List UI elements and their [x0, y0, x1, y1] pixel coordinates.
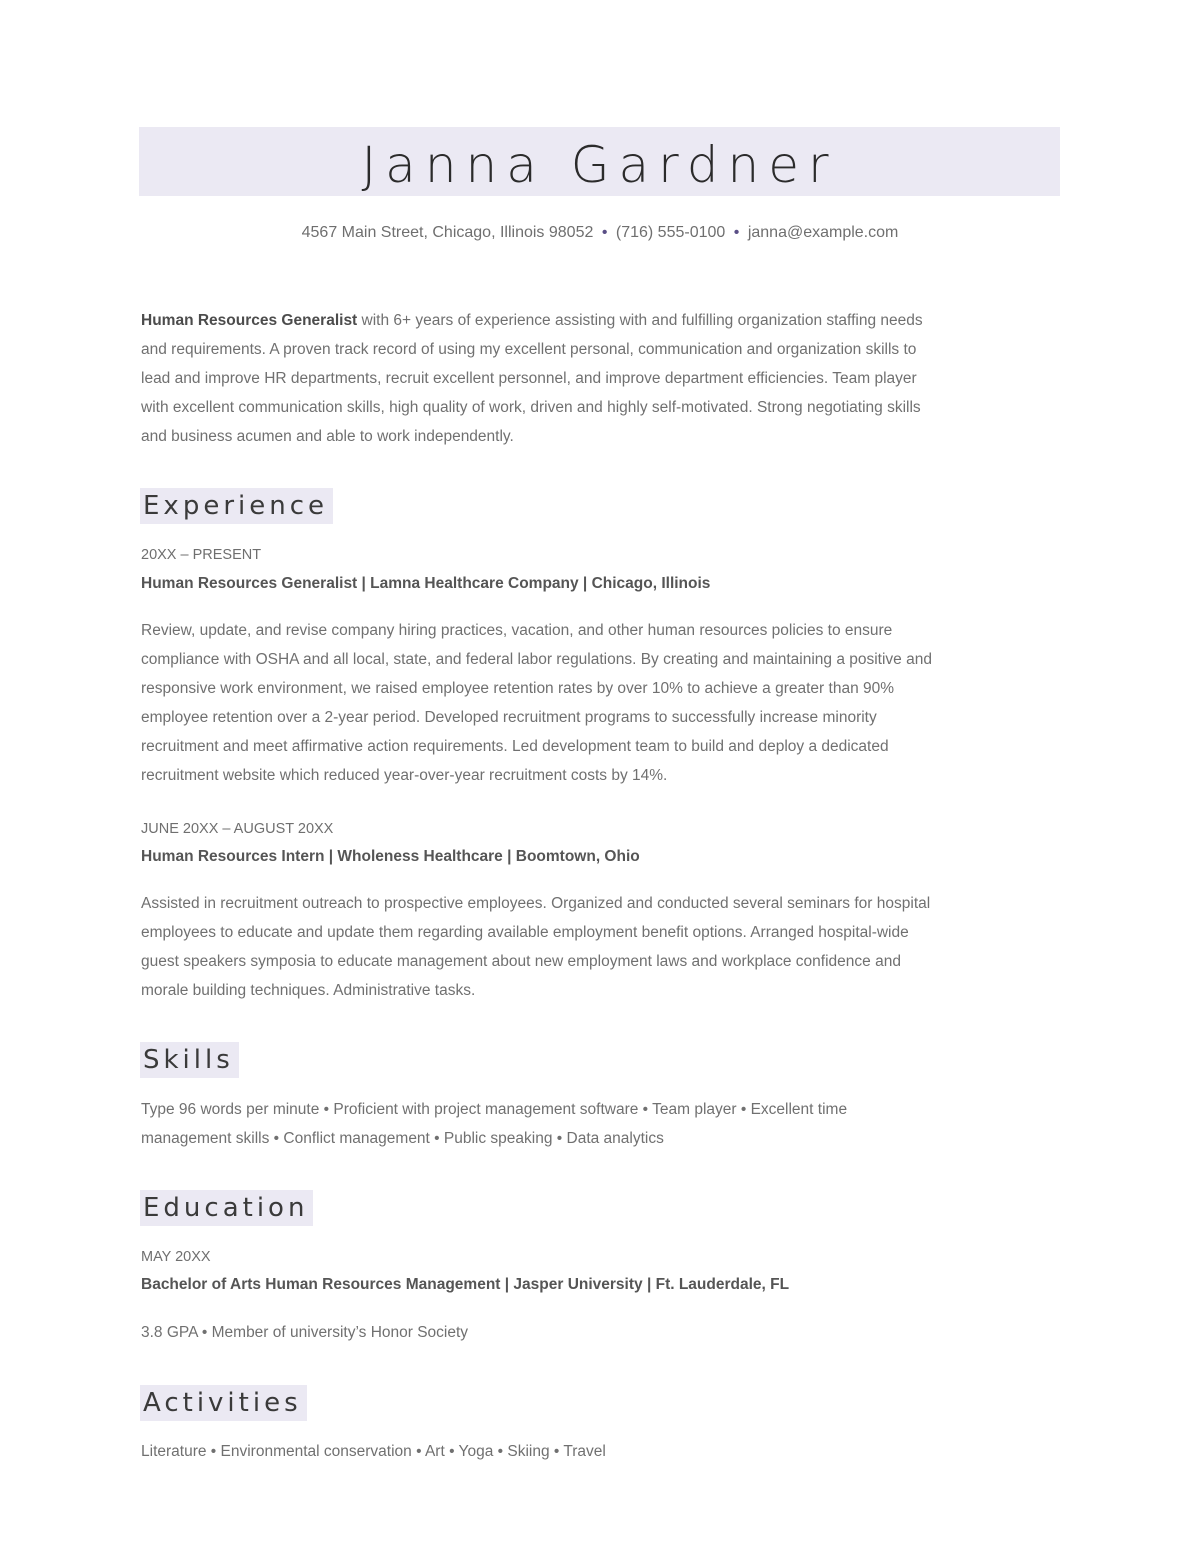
job-description-line: Assisted in recruitment outreach to prospective employees. Organized and conducted several seminars for hospital [141, 895, 931, 912]
candidate-name: Janna Gardner [361, 135, 838, 194]
job-description-line: employees to educate and update them regarding available employment benefit options. Arranged hospital-wide [141, 924, 909, 941]
summary-text: with 6+ years of experience assisting with and fulfilling organization staffing needs [357, 312, 923, 329]
summary-line [141, 306, 1061, 335]
job-description-line: recruitment website which reduced year-over-year recruitment costs by 14%. [141, 767, 668, 784]
job-title-line: Human Resources Generalist | Lamna Healthcare Company | Chicago, Illinois [141, 575, 711, 592]
education-date: MAY 20XX [141, 1249, 211, 1265]
skills-line: Type 96 words per minute • Proficient with project management software • Team player • Excellent time [141, 1101, 848, 1118]
job-description-line: compliance with OSHA and all local, state, and federal labor regulations. By creating and maintaining a positive and [141, 651, 932, 668]
section-heading-education: Education [140, 1190, 313, 1226]
contact-address: 4567 Main Street, Chicago, Illinois 98052 [301, 224, 594, 241]
job-description [141, 889, 1061, 1005]
summary-line: and business acumen and able to work independently. [141, 428, 514, 445]
job-description-line: responsive work environment, we raised employee retention rates by over 10% to achieve a greater than 90% [141, 680, 895, 697]
summary-line: with excellent communication skills, high quality of work, driven and highly self-motivated. Strong negotiating skills [141, 399, 921, 416]
summary-line: lead and improve HR departments, recruit excellent personnel, and improve department efficiencies. Team player [141, 370, 917, 387]
degree-line: Bachelor of Arts Human Resources Management | Jasper University | Ft. Lauderdale, FL [141, 1276, 790, 1293]
bullet-separator: • [733, 224, 740, 241]
skills-line: management skills • Conflict management • Public speaking • Data analytics [141, 1130, 664, 1147]
name-banner [139, 127, 1060, 196]
activities-list: Literature • Environmental conservation • Art • Yoga • Skiing • Travel [141, 1443, 606, 1460]
job-dates: JUNE 20XX – AUGUST 20XX [141, 821, 334, 837]
job-title-line: Human Resources Intern | Wholeness Healthcare | Boomtown, Ohio [141, 848, 640, 865]
job-dates: 20XX – PRESENT [141, 547, 262, 563]
job-description [141, 616, 1061, 790]
job-description-line: Review, update, and revise company hiring practices, vacation, and other human resources policies to ensure [141, 622, 893, 639]
contact-line [0, 224, 1200, 242]
job-description-line: recruitment and meet affirmative action requirements. Led development team to build and deploy a dedicated [141, 738, 889, 755]
contact-phone: (716) 555-0100 [615, 224, 726, 241]
job-description-line: guest speakers symposia to educate management about new employment laws and workplace confidence and [141, 953, 901, 970]
job-description-line: employee retention over a 2-year period. Developed recruitment programs to successfully increase minority [141, 709, 877, 726]
skills-list [141, 1095, 1061, 1153]
summary-lead-title: Human Resources Generalist [141, 312, 358, 329]
section-heading-experience: Experience [140, 488, 333, 524]
job-description-line: morale building techniques. Administrative tasks. [141, 982, 476, 999]
education-details: 3.8 GPA • Member of university’s Honor Society [141, 1324, 469, 1341]
bullet-separator: • [601, 224, 608, 241]
section-heading-skills: Skills [140, 1042, 239, 1078]
summary-line: and requirements. A proven track record of using my excellent personal, communication and organization skills to [141, 341, 917, 358]
contact-email[interactable]: janna@example.com [747, 224, 899, 241]
summary-paragraph [141, 306, 1061, 451]
section-heading-activities: Activities [140, 1385, 307, 1421]
